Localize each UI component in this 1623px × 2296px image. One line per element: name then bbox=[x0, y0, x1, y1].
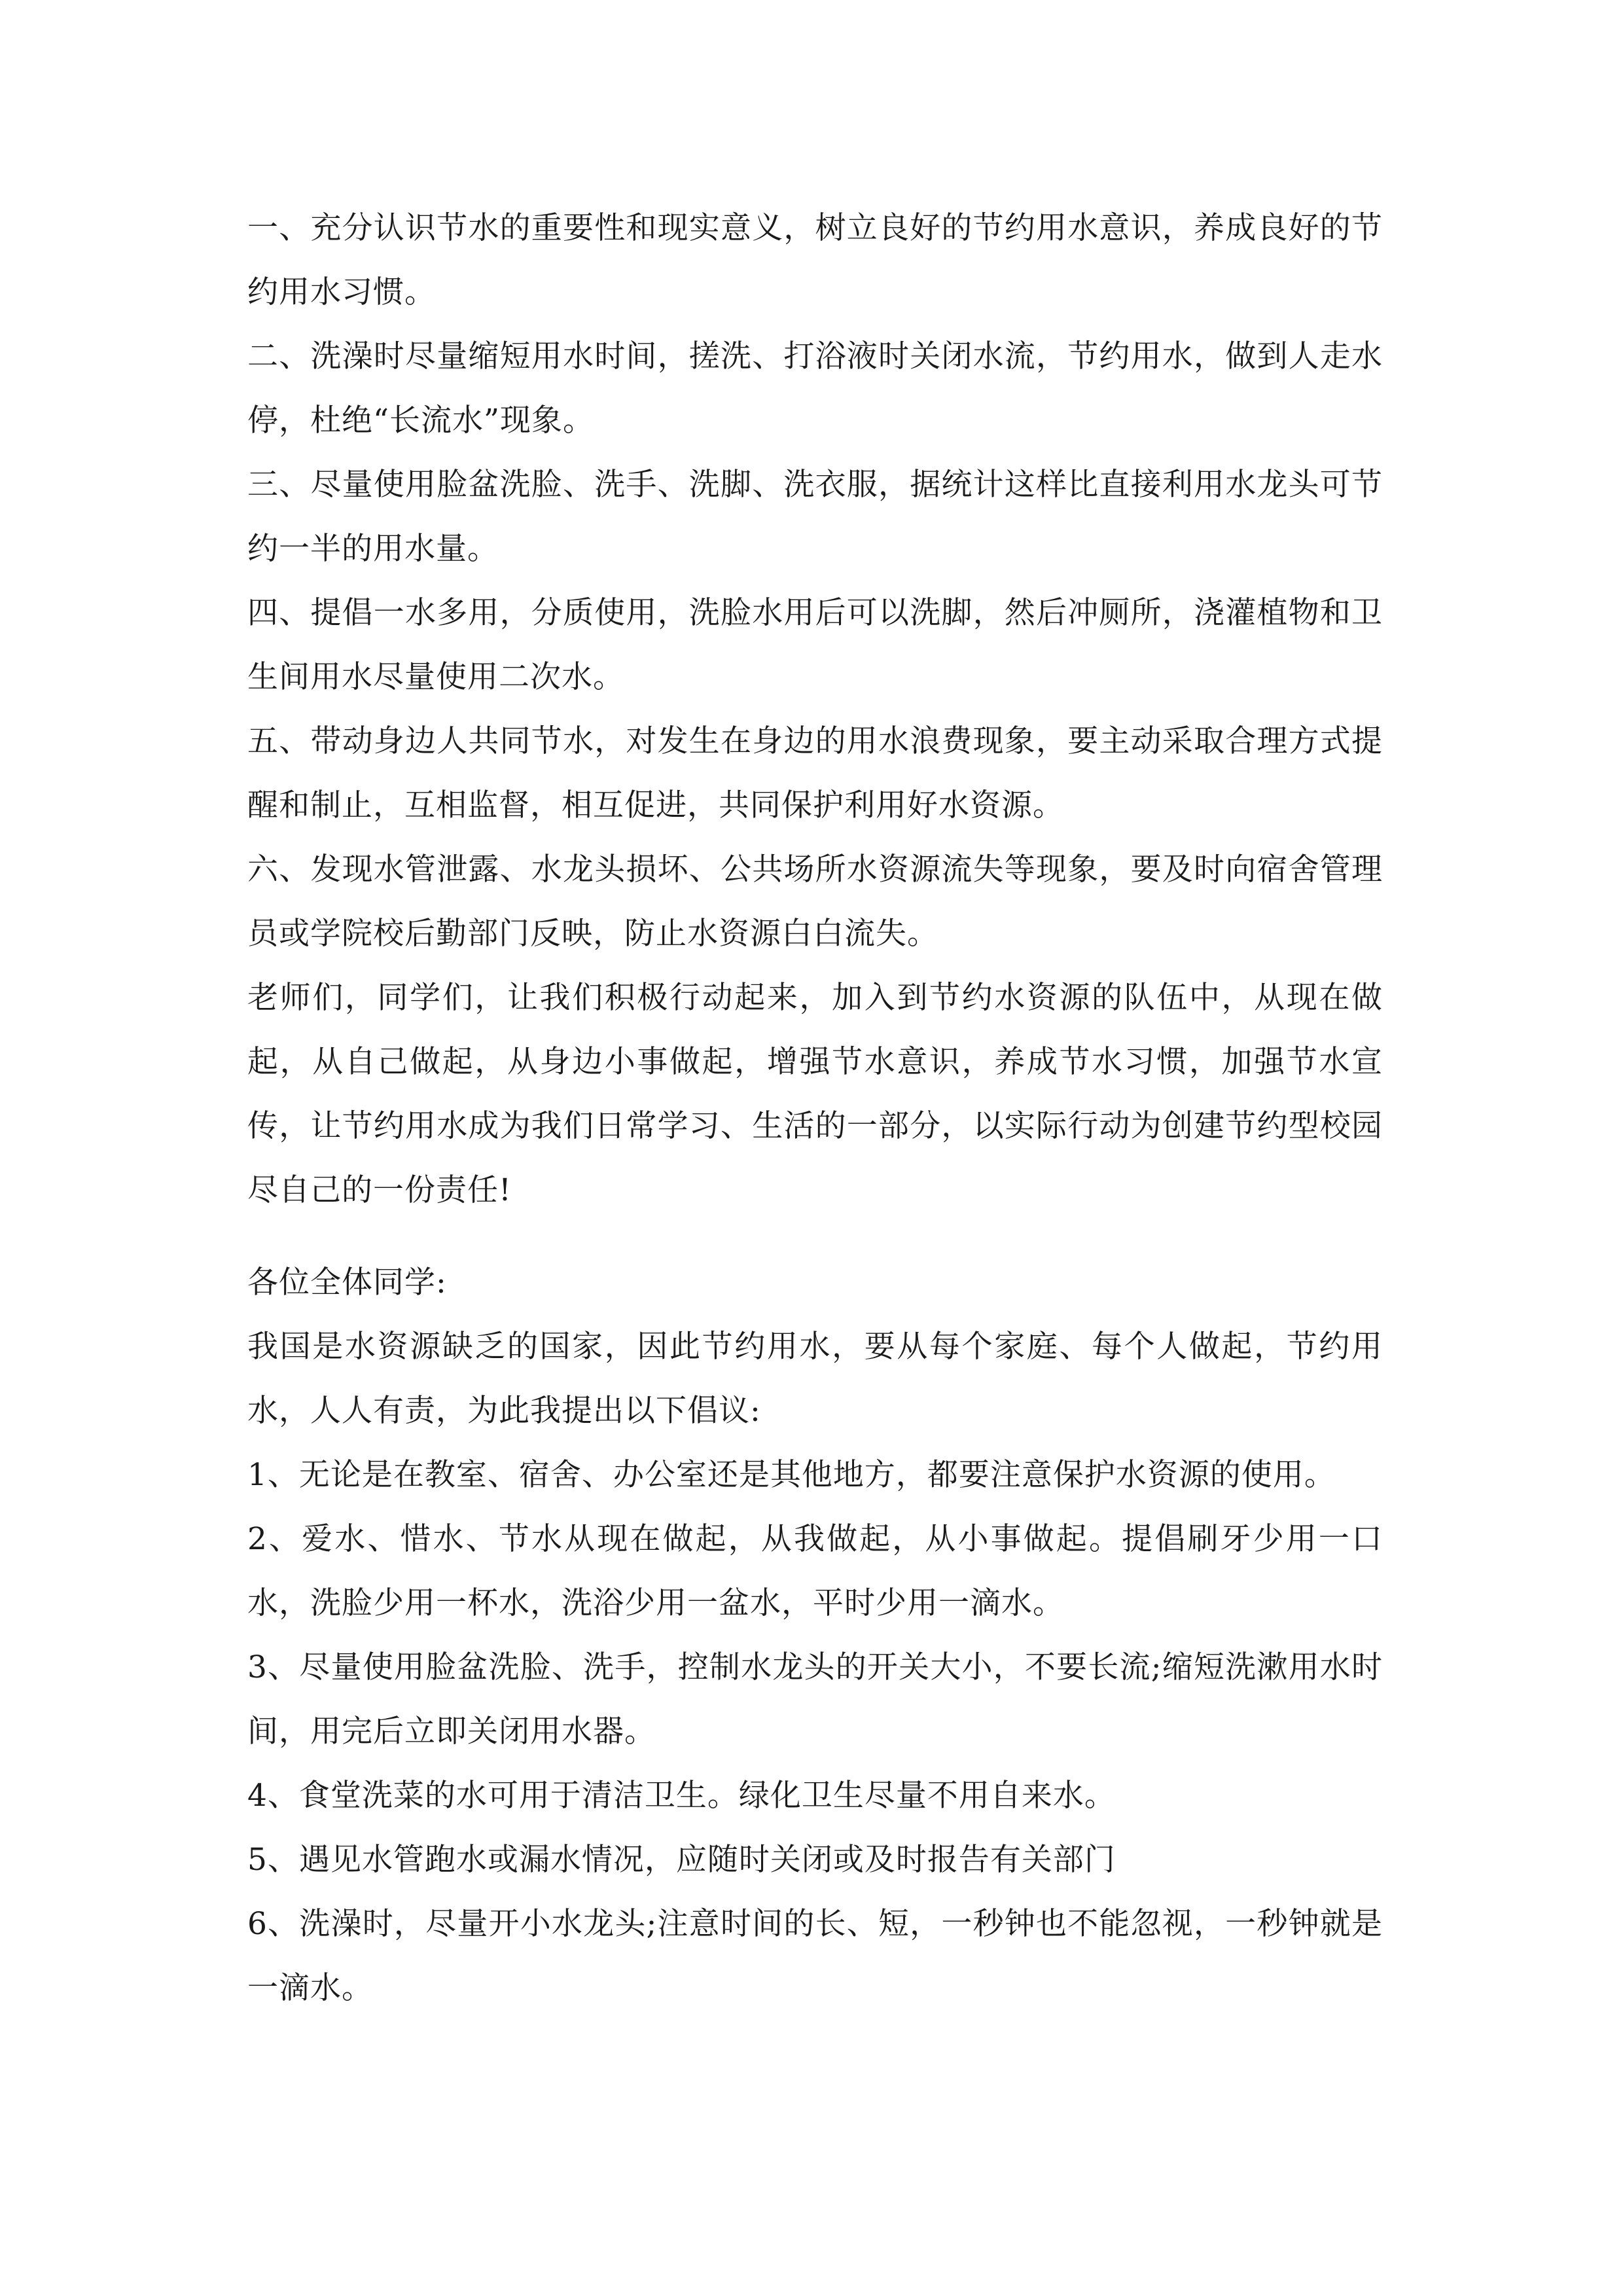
measure-2-paragraph: 二、洗澡时尽量缩短用水时间，搓洗、打浴液时关闭水流，节约用水，做到人走水停，杜绝“长流水”现象。 bbox=[247, 338, 1383, 439]
greeting-line: 各位全体同学: bbox=[247, 1265, 447, 1300]
measure-6-paragraph: 六、发现水管泄露、水龙头损坏、公共场所水资源流失等现象，要及时向宿舍管理员或学院校后勤部门反映，防止水资源白白流失。 bbox=[247, 852, 1383, 952]
proposal-item-1: 1、无论是在教室、宿舍、办公室还是其他地方，都要注意保护水资源的使用。 bbox=[247, 1457, 1336, 1493]
measure-4-paragraph: 四、提倡一水多用，分质使用，洗脸水用后可以洗脚，然后冲厕所，浇灌植物和卫生间用水尽量使用二次水。 bbox=[247, 595, 1383, 695]
proposal-item-5: 5、遇见水管跑水或漏水情况，应随时关闭或及时报告有关部门 bbox=[247, 1842, 1116, 1878]
proposal-item-3: 3、尽量使用脸盆洗脸、洗手，控制水龙头的开关大小，不要长流;缩短洗漱用水时间，用完后立即关闭用水器。 bbox=[247, 1649, 1383, 1749]
student-proposal-section bbox=[247, 1251, 1383, 2020]
proposal-item-2: 2、爱水、惜水、节水从现在做起，从我做起，从小事做起。提倡刷牙少用一口水，洗脸少用一杯水，洗浴少用一盆水，平时少用一滴水。 bbox=[247, 1521, 1383, 1621]
proposal-item-4: 4、食堂洗菜的水可用于清洁卫生。绿化卫生尽量不用自来水。 bbox=[247, 1778, 1116, 1814]
proposal-item-6: 6、洗澡时，尽量开小水龙头;注意时间的长、短，一秒钟也不能忽视，一秒钟就是一滴水。 bbox=[247, 1906, 1383, 2006]
water-saving-measures-section bbox=[247, 196, 1383, 1223]
measure-1-paragraph: 一、充分认识节水的重要性和现实意义，树立良好的节约用水意识，养成良好的节约用水习惯。 bbox=[247, 210, 1383, 310]
measure-3-paragraph: 三、尽量使用脸盆洗脸、洗手、洗脚、洗衣服，据统计这样比直接利用水龙头可节约一半的用水量。 bbox=[247, 467, 1383, 567]
intro-paragraph: 我国是水资源缺乏的国家，因此节约用水，要从每个家庭、每个人做起，节约用水，人人有责，为此我提出以下倡议: bbox=[247, 1329, 1383, 1429]
closing-call-paragraph: 老师们，同学们，让我们积极行动起来，加入到节约水资源的队伍中，从现在做起，从自己做起，从身边小事做起，增强节水意识，养成节水习惯，加强节水宣传，让节约用水成为我们日常学习、生活的一部分，以实际行动为创建节约型校园尽自己的一份责任! bbox=[247, 980, 1383, 1208]
measure-5-paragraph: 五、带动身边人共同节水，对发生在身边的用水浪费现象，要主动采取合理方式提醒和制止，互相监督，相互促进，共同保护利用好水资源。 bbox=[247, 723, 1383, 823]
